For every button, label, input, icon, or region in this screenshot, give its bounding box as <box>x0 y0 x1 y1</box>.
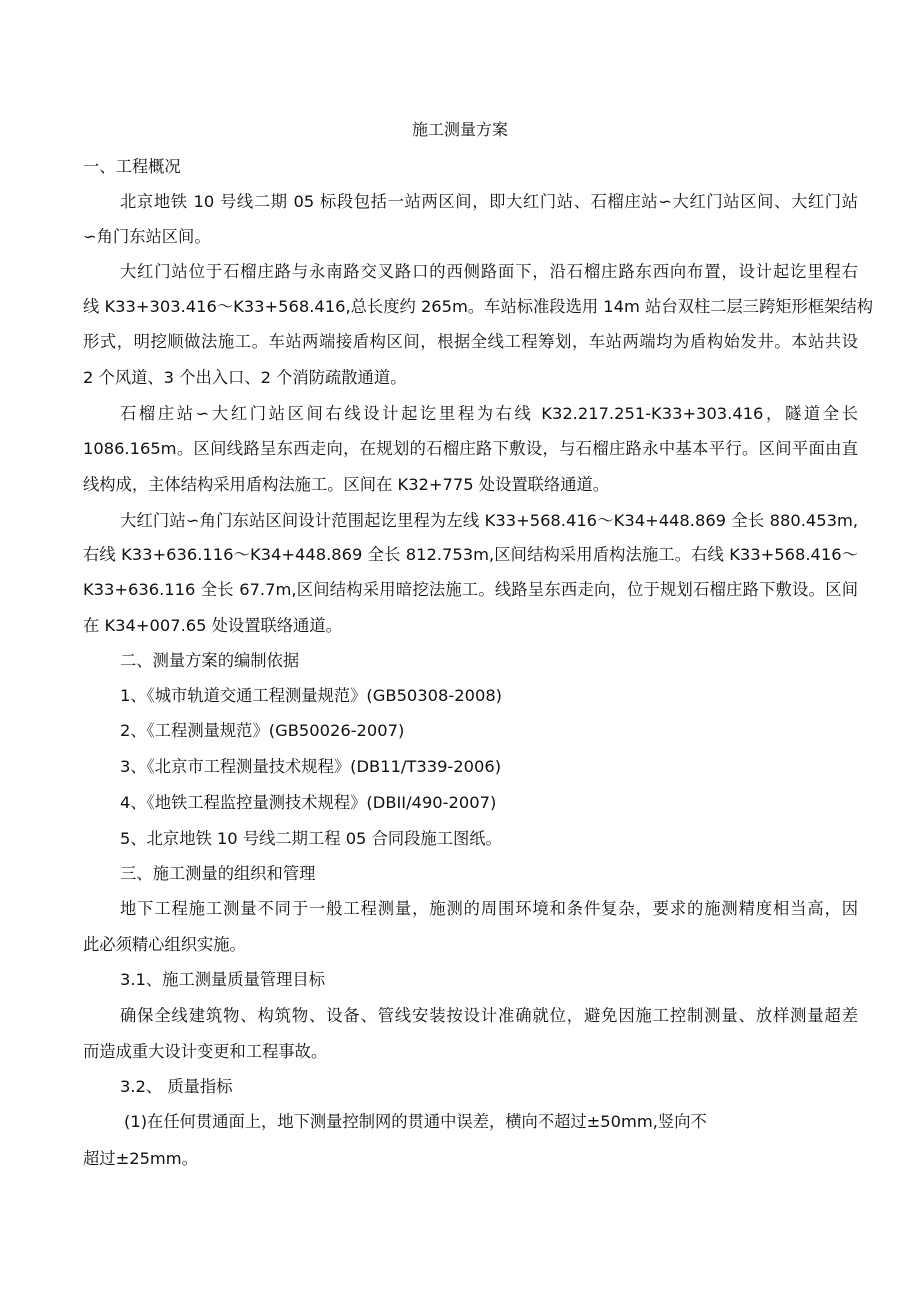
paragraph-line: 而造成重大设计变更和工程事故。 <box>83 1042 328 1061</box>
paragraph-line: ∽角门东站区间。 <box>83 227 211 246</box>
reference-item-1: 1、《城市轨道交通工程测量规范》(GB50308-2008) <box>120 686 503 705</box>
paragraph-line: 在 K34+007.65 处设置联络通道。 <box>83 616 342 635</box>
document-title: 施工测量方案 <box>411 120 508 139</box>
reference-item-5: 5、北京地铁 10 号线二期工程 05 合同段施工图纸。 <box>120 829 502 848</box>
paragraph-line: 1086.165m。区间线路呈东西走向，在规划的石榴庄路下敷设，与石榴庄路永中基本平行。区间平面由直 <box>83 439 858 458</box>
paragraph-line: 形式，明挖顺做法施工。车站两端接盾构区间，根据全线工程筹划，车站两端均为盾构始发井。本站共设 <box>83 332 858 351</box>
paragraph-line: 大红门站∽角门东站区间设计范围起讫里程为左线 K33+568.416～K34+448.869 全长 880.453m, <box>120 511 858 530</box>
heading-section-3: 三、施工测量的组织和管理 <box>120 864 316 883</box>
paragraph-line: 此必须精心组织实施。 <box>83 935 246 954</box>
reference-item-2: 2、《工程测量规范》(GB50026-2007) <box>120 721 405 740</box>
paragraph-line: 大红门站位于石榴庄路与永南路交叉路口的西侧路面下，沿石榴庄路东西向布置，设计起讫里程右 <box>120 262 858 281</box>
paragraph-line: 确保全线建筑物、构筑物、设备、管线安装按设计准确就位，避免因施工控制测量、放样测量超差 <box>120 1006 858 1025</box>
heading-subsection-3-1: 3.1、施工测量质量管理目标 <box>120 970 325 989</box>
paragraph-line: K33+636.116 全长 67.7m,区间结构采用暗挖法施工。线路呈东西走向，位于规划石榴庄路下敷设。区间 <box>83 580 858 599</box>
paragraph-line: (1)在任何贯通面上，地下测量控制网的贯通中误差，横向不超过±50mm,竖向不 <box>124 1112 707 1131</box>
heading-subsection-3-2: 3.2、 质量指标 <box>120 1077 233 1096</box>
reference-item-3: 3、《北京市工程测量技术规程》(DB11/T339-2006) <box>120 757 502 776</box>
heading-section-1: 一、工程概况 <box>83 157 181 176</box>
paragraph-line: 右线 K33+636.116～K34+448.869 全长 812.753m,区间结构采用盾构法施工。右线 K33+568.416～ <box>83 545 858 564</box>
paragraph-line: 线构成，主体结构采用盾构法施工。区间在 K32+775 处设置联络通道。 <box>83 475 610 494</box>
paragraph-line: 2 个风道、3 个出入口、2 个消防疏散通道。 <box>83 368 407 387</box>
paragraph-line: 线 K33+303.416～K33+568.416,总长度约 265m。车站标准段选用 14m 站台双柱二层三跨矩形框架结构 <box>83 297 873 316</box>
paragraph-line: 石榴庄站∽大红门站区间右线设计起讫里程为右线 K32.217.251-K33+303.416，隧道全长 <box>120 404 858 423</box>
paragraph-line: 超过±25mm。 <box>83 1149 198 1168</box>
heading-section-2: 二、测量方案的编制依据 <box>120 651 300 670</box>
reference-item-4: 4、《地铁工程监控量测技术规程》(DBII/490-2007) <box>120 793 497 812</box>
paragraph-line: 地下工程施工测量不同于一般工程测量，施测的周围环境和条件复杂，要求的施测精度相当高，因 <box>120 899 858 918</box>
paragraph-line: 北京地铁 10 号线二期 05 标段包括一站两区间，即大红门站、石榴庄站∽大红门站区间、大红门站 <box>120 192 858 211</box>
